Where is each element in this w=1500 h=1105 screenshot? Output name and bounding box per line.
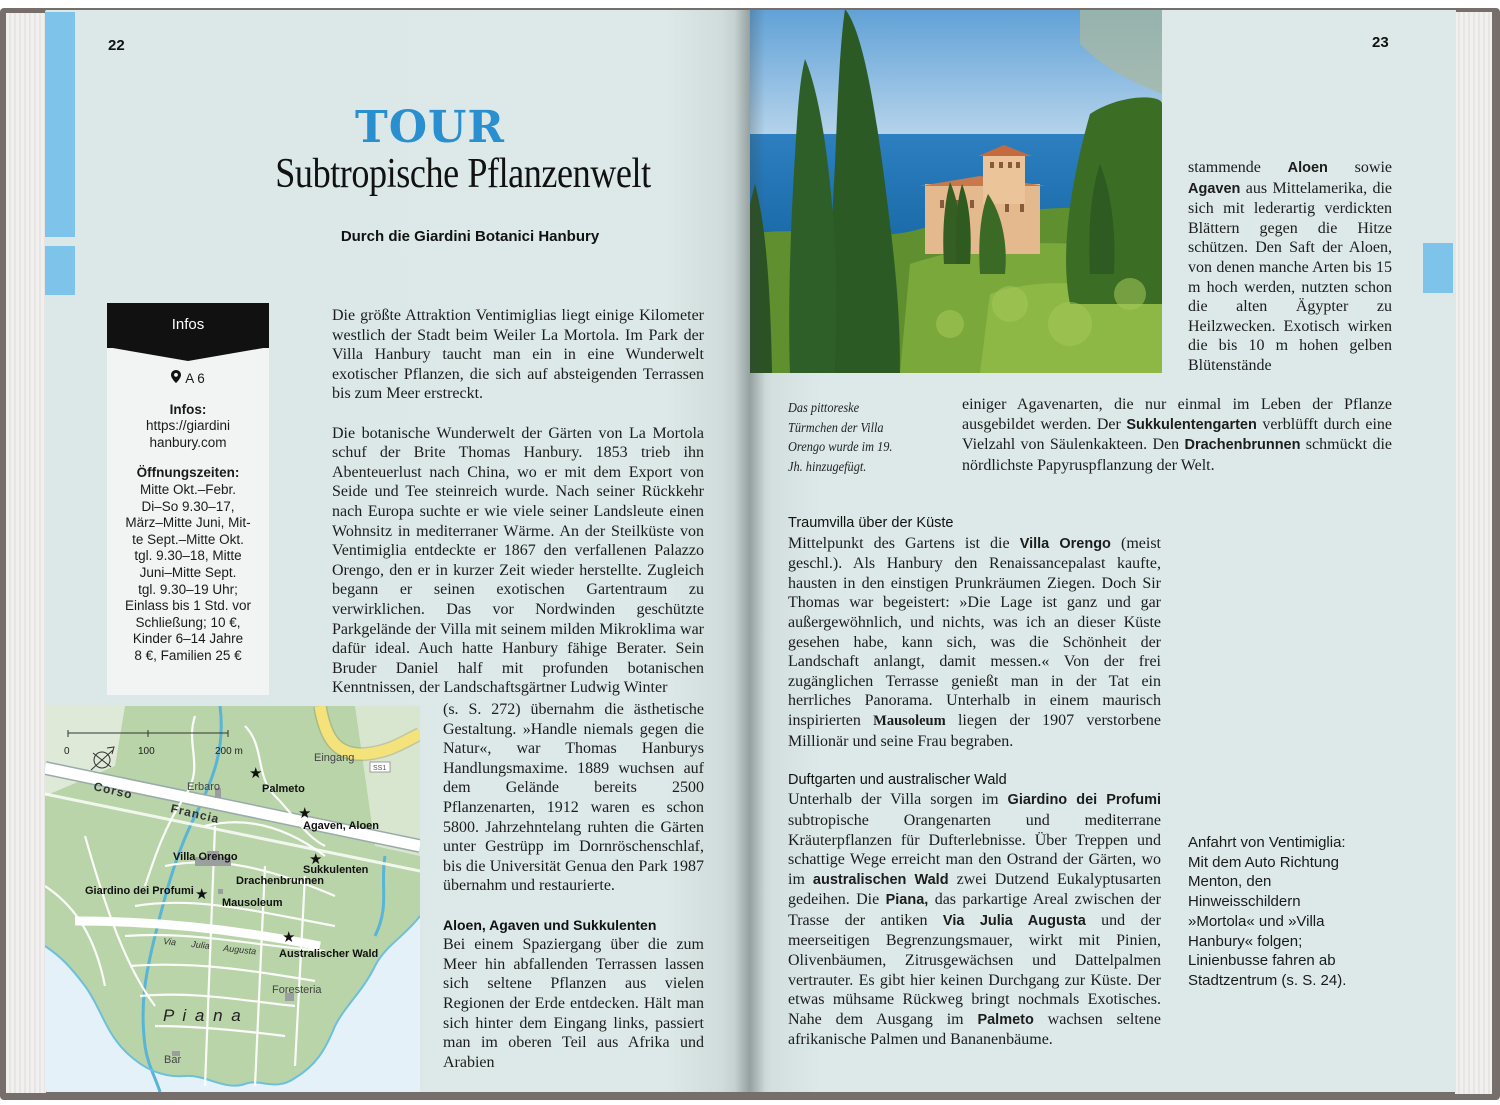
page-number: 22	[108, 37, 125, 54]
map-label-mausoleum: Mausoleum	[222, 897, 283, 909]
map-label-palmeto: Palmeto	[262, 783, 305, 795]
keyword-australischer-wald: australischen Wald	[812, 871, 949, 888]
main-text-column	[332, 306, 704, 698]
directions-note: Anfahrt von Ventimiglia: Mit dem Auto Richtung Menton, den Hinweisschildern »Mortola« und »Villa Hanbury« folgen; Linienbusse fahren ab Stadtzentrum (s. S. 24).	[1188, 834, 1347, 989]
keyword-mausoleum: Mausoleum	[873, 712, 946, 729]
villa-photo	[750, 10, 1162, 373]
photo-caption: Das pittoreske Türmchen der Villa Orengo wurde im 19. Jh. hinzugefügt.	[788, 401, 893, 475]
keyword-giardino-dei-profumi: Giardino dei Profumi	[1007, 792, 1162, 809]
keyword-via-julia-augusta: Via Julia Augusta	[942, 912, 1086, 929]
text-column-top: stammende Aloen sowie Agaven aus Mittelamerika, die sich mit lederartig verdickten Blättern gegen die Hitze schützen. Den Saft der Aloen, von denen manche Arten bis 15 m hoch werden, nutzten schon die alten Ägypter zu Heilzwecken. Exotisch wirken die bis 10 m hohen gelben Blütenstände	[1188, 159, 1392, 374]
section-heading-duftgarten: Duftgarten und australischer Wald	[788, 771, 1007, 788]
place-eingang: Eingang	[314, 752, 355, 764]
info-box-header: Infos	[107, 303, 269, 348]
intro-paragraph: Die größte Attraktion Ventimiglias liegt einige Kilometer westlich der Stadt beim Weiler La Mortola. Im Park der Villa Hanbury taucht man ein in eine Wunderwelt exotischer Pflanzen, die sich auf absteigenden Terrassen bis zum Meer erstreckt.	[332, 307, 704, 403]
map-label-giardino-dei-profumi: Giardino dei Profumi	[85, 885, 194, 897]
info-box	[107, 303, 269, 695]
keyword-aloen: Aloen	[1287, 160, 1328, 176]
map-label-australischer-wald: Australischer Wald	[279, 948, 379, 960]
villa-paragraph: Mittelpunkt des Gartens ist die Villa Orengo (meist geschl.). Als Hanbury den Renaissancepalast kaufte, hausten in den einstigen Prunkräumen Ziegen. Doch Sir Thomas war begeistert: »Die Lage ist ganz und gar außergewöhnlich, und nichts, was ich an dieser Küste gesehen habe, kann sich, was die Schönheit der Landschaft anlangt, damit messen.« Von der frei zugänglichen Terrasse genießt man in der Tat ein herrliches Panorama. Unterhalb in einem maurisch inspirierten Mausoleum liegen der 1907 verstorbene Millionär und seine Frau begraben.	[788, 534, 1162, 750]
svg-text:★: ★	[195, 886, 209, 903]
aloen-paragraph: Bei einem Spaziergang über die zum Meer hin abfallenden Terrassen lassen sich seltene Pflanzen aus vielen Regionen der Erde entdecken. Hält man sich hinter dem Eingang links, passiert man im oberen Teil aus Afrika und Arabien	[443, 936, 704, 1071]
map-label-sukkulenten: Sukkulenten	[303, 864, 369, 876]
keyword-piana: Piana,	[885, 892, 929, 909]
left-page	[45, 10, 750, 1092]
page-edges-left	[6, 13, 46, 1093]
scale-label-100: 100	[138, 746, 155, 757]
svg-text:★: ★	[249, 765, 263, 782]
place-foresteria: Foresteria	[272, 984, 322, 996]
scale-label-200: 200 m	[215, 746, 243, 757]
page-number: 23	[1372, 34, 1389, 51]
svg-text:★: ★	[309, 851, 323, 868]
street-augusta: Augusta	[222, 943, 257, 957]
place-erbaro: Erbaro	[187, 781, 221, 793]
svg-text:★: ★	[282, 929, 296, 946]
area-piana: P i a n a	[163, 1006, 243, 1025]
text-column-wide: einiger Agavenarten, die nur einmal im Leben der Pflanze ausgebildet werden. Der Sukkulentengarten verblüfft durch eine Vielzahl von Säulenkakteen. Den Drachenbrunnen schmückt die nördlichste Papyruspflanzung der Welt.	[962, 396, 1393, 474]
website-link-line2[interactable]: hanbury.com	[149, 434, 227, 450]
page-subtitle: Durch die Giardini Botanici Hanbury	[340, 228, 600, 245]
keyword-drachenbrunnen: Drachenbrunnen	[1184, 437, 1301, 454]
map-pin-icon	[171, 370, 181, 388]
street-julia: Julia	[190, 939, 211, 951]
opening-hours: Mitte Okt.–Febr. Di–So 9.30–17, März–Mitte Juni, Mit- te Sept.–Mitte Okt. tgl. 9.30–18, Mitte Juni–Mitte Sept. tgl. 9.30–19 Uhr; Einlass bis 1 Std. vor Schließung; 10 €, Kinder 6–14 Jahre 8 €, Familien 25 €	[124, 481, 252, 663]
scale-label-0: 0	[64, 746, 70, 757]
right-page	[750, 10, 1456, 1092]
history-paragraph-cont: (s. S. 272) übernahm die ästhetische Gestaltung. »Handle niemals gegen die Natur«, war Thomas Hanburys Handlungsmaxime. 1889 wuchsen auf dem Gelände bereits 2500 Pflanzenarten, 1912 waren es schon 5800. Jahrzehntelang ruhten die Gärten unter Gestrüpp im Dornröschenschlaf, bis die Universität Genua den Park 1987 übernahm und restaurierte.	[443, 701, 704, 895]
place-bar: Bar	[164, 1054, 182, 1066]
narrow-text-column	[443, 700, 704, 1092]
infos-label: Infos:	[169, 401, 207, 417]
map-label-drachenbrunnen: Drachenbrunnen	[236, 875, 325, 887]
street-corso: Corso	[92, 779, 135, 802]
keyword-sukkulentengarten: Sukkulentengarten	[1126, 416, 1257, 433]
street-francia: Francia	[169, 801, 221, 827]
street-via: Via	[162, 936, 177, 948]
svg-text:★: ★	[298, 805, 312, 822]
section-heading-aloen: Aloen, Agaven und Sukkulenten	[443, 916, 657, 933]
text-column-main	[788, 514, 1161, 1070]
map-label-agaven-aloen: Agaven, Aloen	[303, 820, 379, 832]
map-label-villa-orengo: Villa Orengo	[173, 851, 238, 863]
section-heading-traumvilla: Traumvilla über der Küste	[788, 515, 954, 531]
location-code: A 6	[185, 370, 205, 386]
page-title: Subtropische Pflanzenwelt	[275, 151, 651, 197]
keyword-palmeto: Palmeto	[977, 1011, 1034, 1028]
opening-hours-label: Öffnungszeiten:	[136, 465, 240, 481]
tour-label: TOUR	[354, 102, 505, 153]
page-edges-right	[1455, 12, 1492, 1094]
website-link-line1[interactable]: https://giardini	[145, 418, 231, 434]
keyword-villa-orengo: Villa Orengo	[1019, 535, 1111, 552]
road-sign-ss1: SS1	[373, 765, 387, 772]
thumb-tab	[1423, 243, 1453, 293]
garden-map[interactable]	[45, 706, 420, 1092]
history-paragraph: Die botanische Wunderwelt der Gärten von La Mortola schuf der Brite Thomas Hanbury. 1853 trieb ihn Abenteuerlust nach China, wo er mit dem Export von Seide und Tee steinreich wurde. Nach seiner Rückkehr nach Europa suchte er wie viele seiner Landsleute einen Wohnsitz in mediterraner Wärme. An der Steilküste von Ventimiglia entdeckte er 1867 den verfallenen Palazzo Orengo, den er in kurzer Zeit wieder herstellte. Zugleich begann er seinen exotischen Gartentraum zu verwirklichen. Das vor Nordwinden geschützte Parkgelände der Villa mit seinem milden Mikroklima war dafür ideal. Auch hatte Hanbury fähige Berater. Sein Bruder Daniel half mit profunden botanischen Kenntnissen, der Landschaftsgärtner Ludwig Winter	[332, 424, 704, 697]
duft-paragraph: Unterhalb der Villa sorgen im Giardino dei Profumi subtropische Orangenarten und mediterrane Kräuterpflanzen für Dufterlebnisse. Über Treppen und schattige Wege erreicht man den Ostrand der Gärten, wo im australischen Wald zwei Dutzend Eukalyptusarten gedeihen. Die Piana, das parkartige Areal zwischen der Trasse der antiken Via Julia Augusta und der meerseitigen Begrenzungsmauer, wirkt mit Pinien, Olivenbäumen, Zitrusgewächsen und Dattelpalmen vertrauter. Es gibt hier keinen Durchgang zur Küste. Der etwas mühsame Rückweg bringt nochmals Exotisches. Nahe dem Ausgang im Palmeto wachsen seltene afrikanische Palmen und Bananenbäume.	[788, 791, 1162, 1049]
thumb-tab-short	[45, 246, 75, 295]
keyword-agaven: Agaven	[1188, 180, 1241, 197]
